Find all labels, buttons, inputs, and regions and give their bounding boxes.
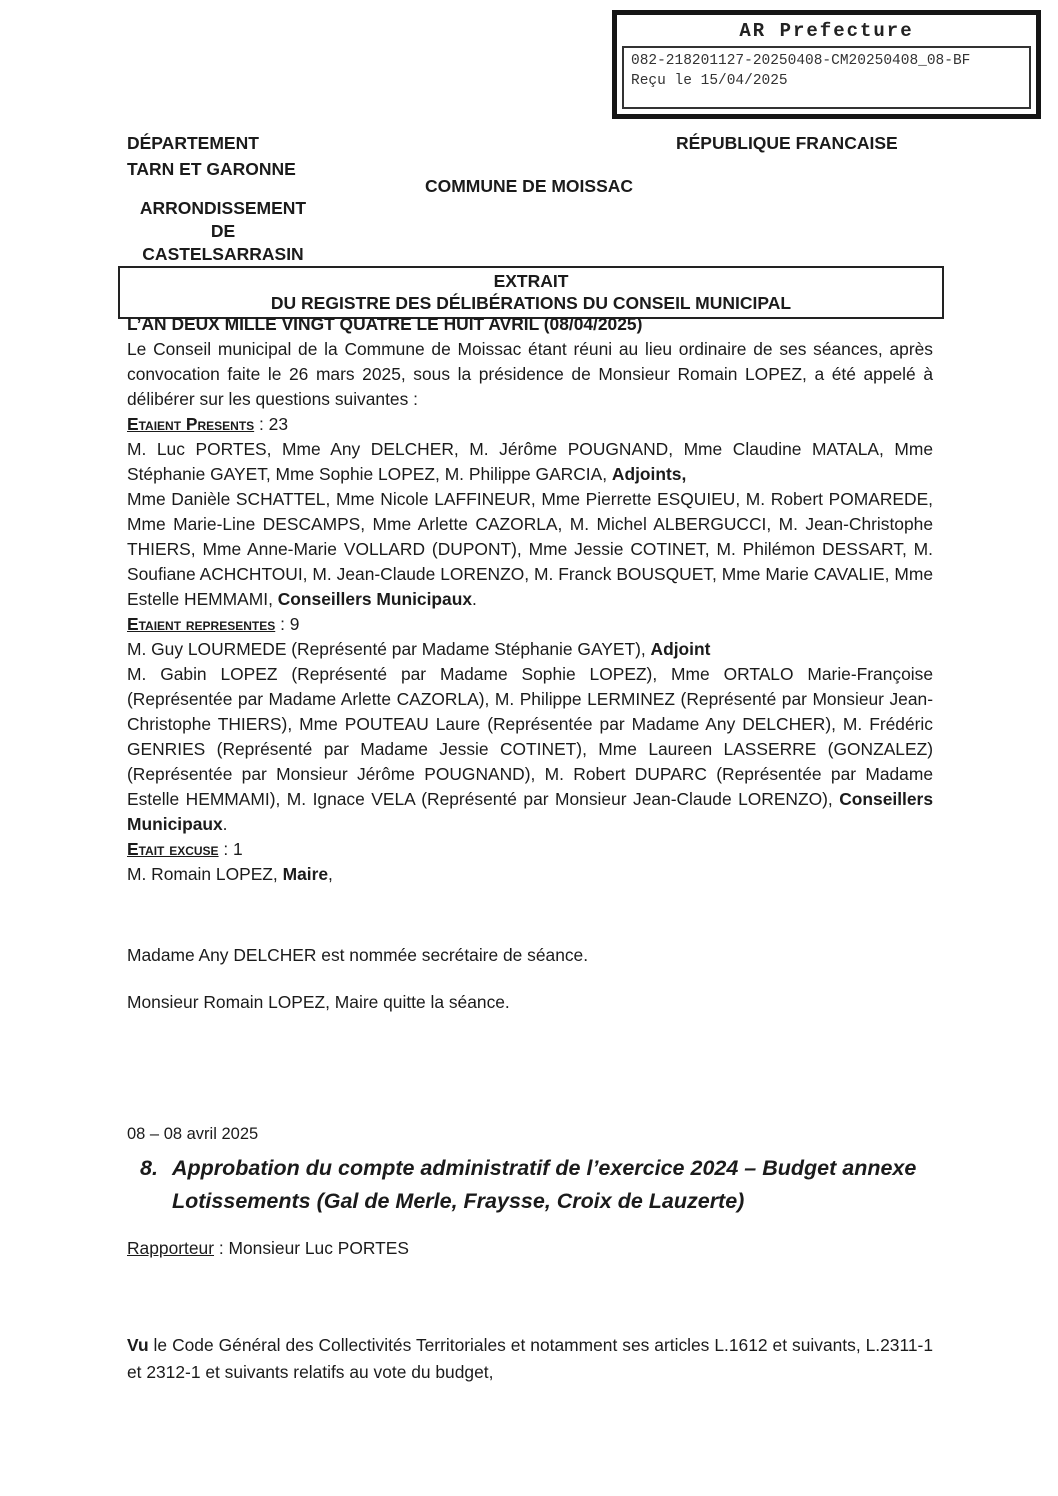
stamp-title: AR Prefecture (739, 20, 914, 42)
excuse-tail: , (328, 864, 333, 884)
representes-adjoint-line (127, 637, 933, 662)
adjoints-names: M. Luc PORTES, Mme Any DELCHER, M. Jérôme POUGNAND, Mme Claudine MATALA, Mme Stéphanie GAYET, Mme Sophie LOPEZ, M. Philippe GARCIA, (127, 439, 933, 484)
conseillers-tail: . (472, 589, 477, 609)
arrondissement-label: ARRONDISSEMENT (139, 198, 307, 218)
item-title: Approbation du compte administratif de l’exercice 2024 – Budget annexe Lotissements (Gal de Merle, Fraysse, Croix de Lauzerte) (172, 1156, 917, 1213)
rapporteur-name: : Monsieur Luc PORTES (214, 1238, 409, 1258)
secretary-note: Madame Any DELCHER est nommée secrétaire de séance. (127, 945, 589, 965)
stamp-received-date: Reçu le 15/04/2025 (631, 73, 788, 89)
item-heading (140, 1152, 940, 1218)
representes-count: : 9 (275, 614, 300, 634)
session-intro: Le Conseil municipal de la Commune de Moissac étant réuni au lieu ordinaire de ses séances, après convocation faite le 26 mars 2025, sous la présidence de Monsieur Romain LOPEZ, a été appelé à délibérer sur les questions suivantes : (127, 339, 933, 409)
presents-header (127, 412, 933, 437)
presents-count: : 23 (254, 414, 288, 434)
excuse-title: Maire (282, 864, 329, 884)
header-arrondissement (127, 197, 319, 266)
arrondissement-name: CASTELSARRASIN (142, 244, 304, 264)
vu-text: le Code Général des Collectivités Territoriales et notamment ses articles L.1612 et suivants, L.2311-1 et 2312-1 et suivants relatifs au vote du budget, (127, 1335, 933, 1383)
representes-adjoint-name: M. Guy LOURMEDE (Représenté par Madame Stéphanie GAYET), (127, 639, 651, 659)
header-republique: RÉPUBLIQUE FRANCAISE (676, 133, 898, 153)
department-label: DÉPARTEMENT (127, 133, 259, 153)
presents-conseillers-list (127, 487, 933, 612)
representes-conseillers-names: M. Gabin LOPEZ (Représenté par Madame Sophie LOPEZ), Mme ORTALO Marie-Françoise (Représentée par Madame Arlette CAZORLA), M. Philippe LERMINEZ (Représenté par Monsieur Jean-Christophe THIERS), Mme POUTEAU Laure (Représentée par Madame Any DELCHER), M. Frédéric GENRIES (Représenté par Madame Jessie COTINET), Mme Laureen LASSERRE (GONZALEZ) (Représentée par Monsieur Jérôme POUGNAND), M. Robert DUPARC (Représentée par Madame Estelle HEMMAMI), M. Ignace VELA (Représenté par Monsieur Jean-Claude LORENZO), (127, 664, 933, 809)
mayor-leaves-note: Monsieur Romain LOPEZ, Maire quitte la séance. (127, 992, 510, 1012)
representes-conseillers-tail: . (222, 814, 228, 834)
vu-label: Vu (127, 1335, 149, 1356)
arrondissement-de: DE (210, 221, 236, 241)
extrait-line2: DU REGISTRE DES DÉLIBÉRATIONS DU CONSEIL MUNICIPAL (270, 293, 792, 313)
header-department (127, 130, 296, 182)
stamp-body (622, 46, 1031, 109)
presents-adjoints-list (127, 437, 933, 487)
conseillers-title: Conseillers Municipaux (277, 589, 472, 609)
excuse-name: M. Romain LOPEZ, (127, 864, 283, 884)
session-date-line: L’AN DEUX MILLE VINGT QUATRE LE HUIT AVRIL (08/04/2025) (127, 314, 643, 334)
presents-label: Etaient Presents (127, 414, 255, 434)
session-body (127, 312, 933, 887)
representes-conseillers-title: Conseillers Municipaux (127, 789, 933, 834)
excuse-header (127, 837, 933, 862)
adjoints-title: Adjoints, (611, 464, 687, 484)
conseillers-names: Mme Danièle SCHATTEL, Mme Nicole LAFFINEUR, Mme Pierrette ESQUIEU, M. Robert POMAREDE, Mme Marie-Line DESCAMPS, Mme Arlette CAZORLA, M. Michel ALBERGUCCI, M. Jean-Christophe THIERS, Mme Anne-Marie VOLLARD (DUPONT), Mme Jessie COTINET, M. Philémon DESSART, M. Soufiane ACHCHTOUI, M. Jean-Claude LORENZO, M. Franck BOUSQUET, Mme Marie CAVALIE, Mme Estelle HEMMAMI, (127, 489, 933, 609)
representes-conseillers-list (127, 662, 933, 837)
item-number: 8. (140, 1156, 158, 1180)
vu-paragraph (127, 1332, 933, 1386)
representes-header (127, 612, 933, 637)
representes-adjoint-title: Adjoint (650, 639, 711, 659)
item-reference: 08 – 08 avril 2025 (127, 1125, 259, 1143)
department-name: TARN ET GARONNE (127, 159, 296, 179)
stamp-reference: 082-218201127-20250408-CM20250408_08-BF (631, 53, 971, 69)
representes-label: Etaient representes (127, 614, 276, 634)
ar-prefecture-stamp (612, 10, 1041, 119)
excuse-line (127, 862, 933, 887)
excuse-label: Etait excuse (127, 839, 219, 859)
extrait-line1: EXTRAIT (493, 271, 569, 291)
rapporteur-label: Rapporteur (127, 1238, 215, 1258)
excuse-count: : 1 (218, 839, 243, 859)
header-commune: COMMUNE DE MOISSAC (424, 176, 634, 196)
rapporteur-line (127, 1238, 409, 1259)
